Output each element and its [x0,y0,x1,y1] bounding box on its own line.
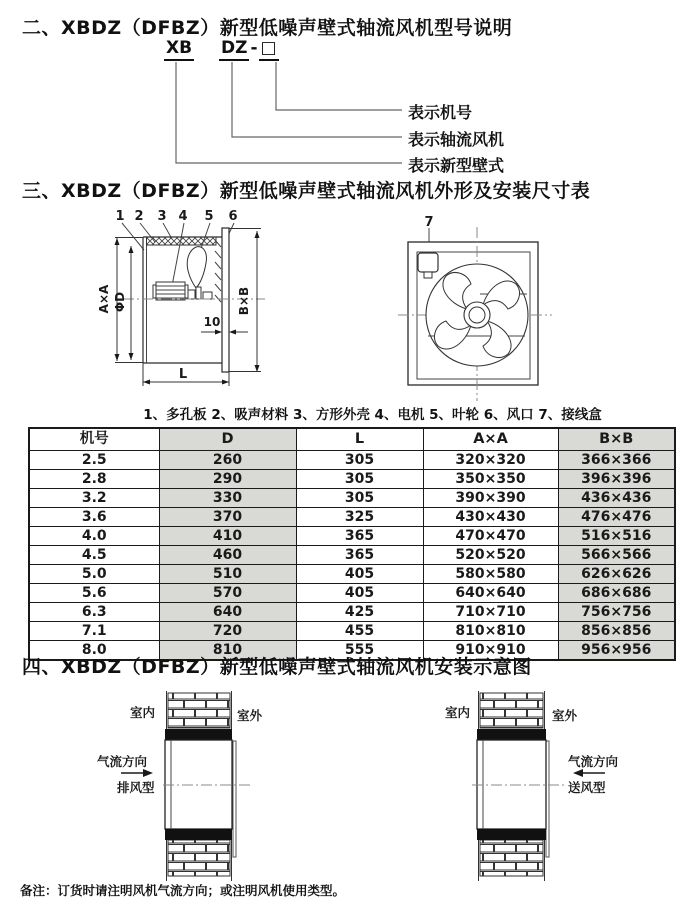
table-cell: 350×350 [423,470,558,489]
section4-heading: 四、XBDZ（DFBZ）新型低噪声壁式轴流风机安装示意图 [22,656,532,678]
table-header-row [29,428,675,451]
table-cell: 566×566 [558,546,675,565]
part-number-5: 5 [204,209,214,224]
sound-material-hatch [147,237,217,245]
table-row [29,508,675,527]
fan-front-view-drawing [398,215,558,405]
indoor-label: 室内 [445,705,471,720]
table-cell: 2.8 [29,470,159,489]
model-code-xb: XB [164,38,194,61]
airflow-arrow-right [121,769,153,777]
callout-new-wall-type: 表示新型壁式 [408,156,505,175]
callout-machine-number: 表示机号 [408,103,473,122]
dim-bxb [229,229,261,373]
outdoor-label: 室外 [552,708,578,723]
section2-heading: 二、XBDZ（DFBZ）新型低噪声壁式轴流风机型号说明 [22,17,513,39]
table-cell: 626×626 [558,565,675,584]
table-row [29,603,675,622]
table-cell: 325 [296,508,423,527]
table-cell: 365 [296,527,423,546]
hub-inner [469,307,485,323]
table-cell: 5.0 [29,565,159,584]
dim-phid [113,246,134,360]
table-row [29,470,675,489]
table-cell: 510 [159,565,296,584]
dimension-table [28,427,676,661]
table-cell: 470×470 [423,527,558,546]
table-header-cell: 机号 [29,428,159,451]
table-cell: 260 [159,451,296,470]
dim-axa-label: A×A [97,284,111,314]
table-cell: 3.2 [29,489,159,508]
part-leader-lines [122,223,234,286]
table-cell: 460 [159,546,296,565]
indoor-label: 室内 [130,705,156,720]
table-cell: 2.5 [29,451,159,470]
table-cell: 4.0 [29,527,159,546]
fan-type-label: 排风型 [117,780,155,795]
table-cell: 5.6 [29,584,159,603]
callout-axial-fan: 表示轴流风机 [408,130,505,149]
table-cell: 405 [296,565,423,584]
airflow-arrow-left [573,769,605,777]
parts-caption: 1、多孔板 2、吸声材料 3、方形外壳 4、电机 5、叶轮 6、风口 7、接线盒 [143,407,602,423]
part-number-4: 4 [178,209,188,224]
model-code-dz: DZ [219,38,249,61]
part-number-6: 6 [228,209,238,224]
table-cell: 686×686 [558,584,675,603]
spec-table-body [29,451,675,661]
table-cell: 365 [296,546,423,565]
part-number-3: 3 [157,209,167,224]
airflow-direction-label: 气流方向 [97,754,148,769]
dimension-table-head [29,428,675,451]
part-number-7: 7 [424,215,434,230]
footer-note: 备注：订货时请注明风机气流方向；或注明风机使用类型。 [20,883,346,898]
table-row [29,489,675,508]
impeller-hub [188,287,212,299]
airflow-direction-label: 气流方向 [568,754,619,769]
install-diagram-supply [395,691,640,883]
table-cell: 856×856 [558,622,675,641]
table-header-cell: L [296,428,423,451]
table-cell: 405 [296,584,423,603]
dim-flange-label: 10 [203,315,221,329]
table-cell: 366×366 [558,451,675,470]
table-cell: 290 [159,470,296,489]
table-cell: 430×430 [423,508,558,527]
table-cell: 476×476 [558,508,675,527]
table-cell: 8.0 [29,641,159,661]
air-outlet-louvers [215,240,221,302]
fan-side-view-drawing [93,202,283,402]
table-row [29,565,675,584]
fan-type-label: 送风型 [568,780,606,795]
fan-flange-plate [233,741,236,857]
table-cell: 4.5 [29,546,159,565]
table-cell: 6.3 [29,603,159,622]
table-cell: 516×516 [558,527,675,546]
table-cell: 640×640 [423,584,558,603]
table-cell: 396×396 [558,470,675,489]
table-cell: 390×390 [423,489,558,508]
table-cell: 3.6 [29,508,159,527]
table-cell: 580×580 [423,565,558,584]
motor [153,282,188,300]
table-header-cell: D [159,428,296,451]
mounting-flange [222,228,229,372]
table-row [29,622,675,641]
outdoor-label: 室外 [237,708,263,723]
table-row [29,527,675,546]
table-cell: 956×956 [558,641,675,661]
table-cell: 640 [159,603,296,622]
part-number-2: 2 [134,209,144,224]
table-cell: 520×520 [423,546,558,565]
table-row [29,546,675,565]
dim-length [143,363,229,386]
dim-phid-label: ΦD [113,291,127,313]
table-cell: 7.1 [29,622,159,641]
impeller-blade [187,247,206,288]
table-cell: 720 [159,622,296,641]
table-header-cell: B×B [558,428,675,451]
table-cell: 370 [159,508,296,527]
table-header-cell: A×A [423,428,558,451]
table-cell: 410 [159,527,296,546]
section3-heading: 三、XBDZ（DFBZ）新型低噪声壁式轴流风机外形及安装尺寸表 [22,180,591,202]
table-cell: 910×910 [423,641,558,661]
table-cell: 305 [296,451,423,470]
table-cell: 570 [159,584,296,603]
table-cell: 810×810 [423,622,558,641]
model-code-size-box: □ [259,38,279,61]
dim-bxb-label: B×B [237,286,251,316]
table-cell: 756×756 [558,603,675,622]
dim-length-label: L [178,367,188,382]
install-diagram-exhaust [85,691,285,883]
table-cell: 305 [296,489,423,508]
table-cell: 810 [159,641,296,661]
table-cell: 425 [296,603,423,622]
model-code-dash: - [250,38,258,58]
table-cell: 436×436 [558,489,675,508]
model-callout-lines [0,0,700,180]
table-cell: 710×710 [423,603,558,622]
table-cell: 330 [159,489,296,508]
table-row [29,584,675,603]
table-cell: 455 [296,622,423,641]
table-cell: 320×320 [423,451,558,470]
part-number-1: 1 [115,209,125,224]
table-row [29,451,675,470]
table-cell: 305 [296,470,423,489]
table-cell: 555 [296,641,423,661]
